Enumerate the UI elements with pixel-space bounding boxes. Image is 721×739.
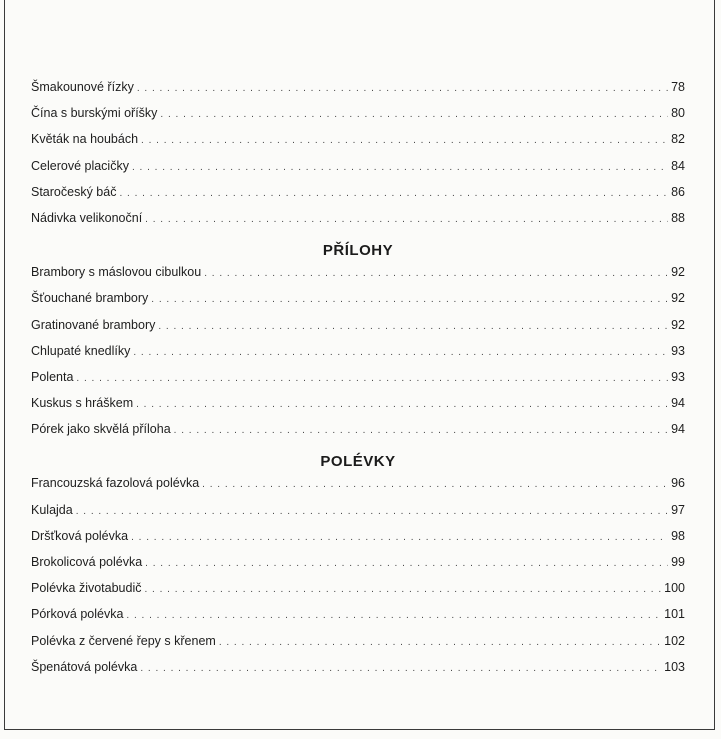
page-border-right <box>714 0 715 730</box>
entry-title: Pórková polévka <box>31 607 124 622</box>
entry-title: Celerové placičky <box>31 158 129 173</box>
toc-entry <box>31 159 685 185</box>
entry-title: Polévka životabudič <box>31 581 142 596</box>
dot-leader <box>126 610 661 621</box>
dot-leader <box>151 294 668 305</box>
entry-page-number: 86 <box>671 184 685 199</box>
dot-leader <box>158 321 668 332</box>
entry-title: Kulajda <box>31 502 73 517</box>
toc-entry <box>31 185 685 211</box>
dot-leader <box>202 479 668 490</box>
entry-page-number: 92 <box>671 265 685 280</box>
toc-entry <box>31 422 685 448</box>
toc-entry <box>31 555 685 581</box>
dot-leader <box>119 188 668 199</box>
toc-entry <box>31 80 685 106</box>
entry-title: Brokolicová polévka <box>31 555 143 569</box>
toc-entry <box>31 318 685 344</box>
toc-entry <box>31 211 685 237</box>
entry-title: Polenta <box>31 369 74 384</box>
toc-entry <box>31 529 685 555</box>
entry-page-number: 100 <box>664 581 685 596</box>
entry-title: Gratinované brambory <box>31 317 156 332</box>
entry-title: Dršťková polévka <box>31 528 129 543</box>
entry-page-number: 102 <box>664 633 685 648</box>
toc-entry <box>31 660 685 686</box>
toc-entry <box>31 396 685 422</box>
section-heading: PŘÍLOHY <box>322 242 394 260</box>
toc-entry <box>31 476 685 502</box>
entry-page-number: 92 <box>671 291 685 306</box>
toc-entry <box>31 265 685 291</box>
toc-entry <box>31 106 685 132</box>
entry-page-number: 80 <box>671 106 685 121</box>
page-border-bottom <box>4 729 715 730</box>
entry-title: Brambory s máslovou cibulkou <box>31 265 202 280</box>
entry-page-number: 82 <box>671 132 685 147</box>
entry-page-number: 94 <box>671 396 685 411</box>
dot-leader <box>140 663 661 674</box>
entry-page-number: 78 <box>671 80 685 94</box>
entry-title: Kuskus s hráškem <box>31 396 134 411</box>
dot-leader <box>137 83 668 94</box>
entry-title: Francouzská fazolová polévka <box>31 476 200 491</box>
dot-leader <box>76 373 668 384</box>
entry-page-number: 92 <box>671 317 685 332</box>
toc-entry <box>31 291 685 317</box>
dot-leader <box>132 162 668 173</box>
entry-page-number: 101 <box>664 607 685 622</box>
toc-entry <box>31 132 685 158</box>
entry-title: Šmakounové řízky <box>31 80 134 94</box>
toc-entry <box>31 607 685 633</box>
dot-leader <box>76 506 668 517</box>
entry-page-number: 96 <box>671 476 685 491</box>
section-heading: POLÉVKY <box>320 453 396 471</box>
toc-entry <box>31 370 685 396</box>
entry-title: Chlupaté knedlíky <box>31 343 131 358</box>
dot-leader <box>141 135 668 146</box>
dot-leader <box>145 214 668 225</box>
table-of-contents <box>31 80 685 686</box>
entry-title: Polévka z červené řepy s křenem <box>31 633 216 648</box>
entry-page-number: 97 <box>671 502 685 517</box>
dot-leader <box>204 268 668 279</box>
toc-entry <box>31 503 685 529</box>
toc-entry <box>31 634 685 660</box>
entry-page-number: 84 <box>671 158 685 173</box>
dot-leader <box>136 399 668 410</box>
entry-page-number: 93 <box>671 343 685 358</box>
dot-leader <box>131 532 668 543</box>
entry-title: Špenátová polévka <box>31 659 138 674</box>
entry-title: Šťouchané brambory <box>31 291 149 306</box>
entry-page-number: 98 <box>671 528 685 543</box>
entry-title: Nádivka velikonoční <box>31 210 143 225</box>
entry-title: Staročeský báč <box>31 184 117 199</box>
entry-title: Pórek jako skvělá příloha <box>31 422 171 437</box>
page-border-left <box>4 0 5 730</box>
dot-leader <box>174 425 668 436</box>
dot-leader <box>145 558 668 569</box>
entry-page-number: 99 <box>671 555 685 569</box>
toc-entry <box>31 581 685 607</box>
entry-page-number: 103 <box>664 659 685 674</box>
entry-page-number: 94 <box>671 422 685 437</box>
dot-leader <box>144 584 661 595</box>
dot-leader <box>133 347 668 358</box>
entry-title: Čína s burskými oříšky <box>31 106 158 121</box>
dot-leader <box>160 109 668 120</box>
entry-page-number: 88 <box>671 210 685 225</box>
entry-title: Květák na houbách <box>31 132 139 147</box>
toc-entry <box>31 344 685 370</box>
dot-leader <box>219 637 661 648</box>
entry-page-number: 93 <box>671 369 685 384</box>
